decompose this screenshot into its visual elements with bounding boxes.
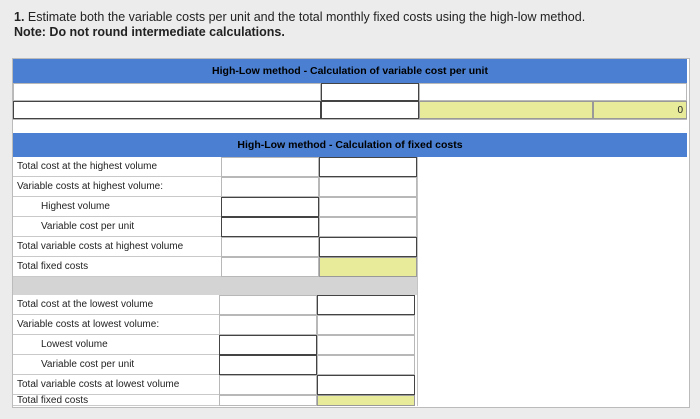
high-total-variable-costs-blank	[221, 237, 319, 257]
high-variable-costs-blank2	[319, 177, 417, 197]
highest-volume-blank	[319, 197, 417, 217]
low-variable-costs-blank	[219, 315, 317, 335]
low-variable-cost-per-unit-blank	[317, 355, 415, 375]
variable-label-input-row1[interactable]	[13, 83, 321, 101]
low-row-lowest-volume: Lowest volume	[13, 335, 219, 355]
high-row-highest-volume: Highest volume	[13, 197, 221, 217]
variable-cost-result	[419, 101, 593, 119]
low-variable-costs-blank2	[317, 315, 415, 335]
high-total-cost-blank	[221, 157, 319, 177]
fixed-cost-header-text: High-Low method - Calculation of fixed costs	[237, 139, 463, 151]
low-total-cost-blank	[219, 295, 317, 315]
variable-amount-input-row1[interactable]	[321, 83, 419, 101]
low-total-fixed-costs-result	[317, 395, 415, 406]
right-panel-divider	[417, 157, 418, 406]
high-row-total-fixed-costs: Total fixed costs	[13, 257, 221, 277]
low-total-fixed-costs-blank	[219, 395, 317, 406]
high-total-fixed-costs-blank	[221, 257, 319, 277]
fixed-cost-header	[13, 133, 687, 157]
low-variable-cost-per-unit-input[interactable]	[219, 355, 317, 375]
high-total-variable-costs-input[interactable]	[319, 237, 417, 257]
high-variable-costs-blank	[221, 177, 319, 197]
low-row-total-fixed-costs: Total fixed costs	[13, 395, 219, 406]
high-row-total-variable-costs: Total variable costs at highest volume	[13, 237, 221, 257]
high-row-total-cost: Total cost at the highest volume	[13, 157, 221, 177]
high-row-variable-cost-per-unit: Variable cost per unit	[13, 217, 221, 237]
high-total-cost-input[interactable]	[319, 157, 417, 177]
low-row-variable-costs: Variable costs at lowest volume:	[13, 315, 219, 335]
worksheet	[12, 58, 690, 408]
high-total-fixed-costs-result	[319, 257, 417, 277]
low-row-variable-cost-per-unit: Variable cost per unit	[13, 355, 219, 375]
question-text: Estimate both the variable costs per unit and the total monthly fixed costs using the high-low method.	[27, 10, 586, 24]
variable-amount-input-row2[interactable]	[321, 101, 419, 119]
variable-cost-header	[13, 59, 687, 83]
variable-blank-row1	[419, 83, 687, 101]
low-total-variable-costs-input[interactable]	[317, 375, 415, 395]
low-total-cost-input[interactable]	[317, 295, 415, 315]
lowest-volume-input[interactable]	[219, 335, 317, 355]
variable-cost-header-text: High-Low method - Calculation of variable cost per unit	[212, 65, 488, 77]
variable-cost-per-unit-value: 0	[593, 101, 687, 119]
low-total-variable-costs-blank	[219, 375, 317, 395]
question-number: 1.	[14, 10, 25, 24]
high-row-variable-costs: Variable costs at highest volume:	[13, 177, 221, 197]
variable-label-input-row2[interactable]	[13, 101, 321, 119]
low-row-total-cost: Total cost at the lowest volume	[13, 295, 219, 315]
section-separator	[13, 277, 417, 295]
high-variable-cost-per-unit-blank	[319, 217, 417, 237]
rounding-note: Note: Do not round intermediate calculations.	[14, 25, 285, 39]
lowest-volume-blank	[317, 335, 415, 355]
instructions	[14, 10, 654, 40]
high-variable-cost-per-unit-input[interactable]	[221, 217, 319, 237]
highest-volume-input[interactable]	[221, 197, 319, 217]
low-row-total-variable-costs: Total variable costs at lowest volume	[13, 375, 219, 395]
